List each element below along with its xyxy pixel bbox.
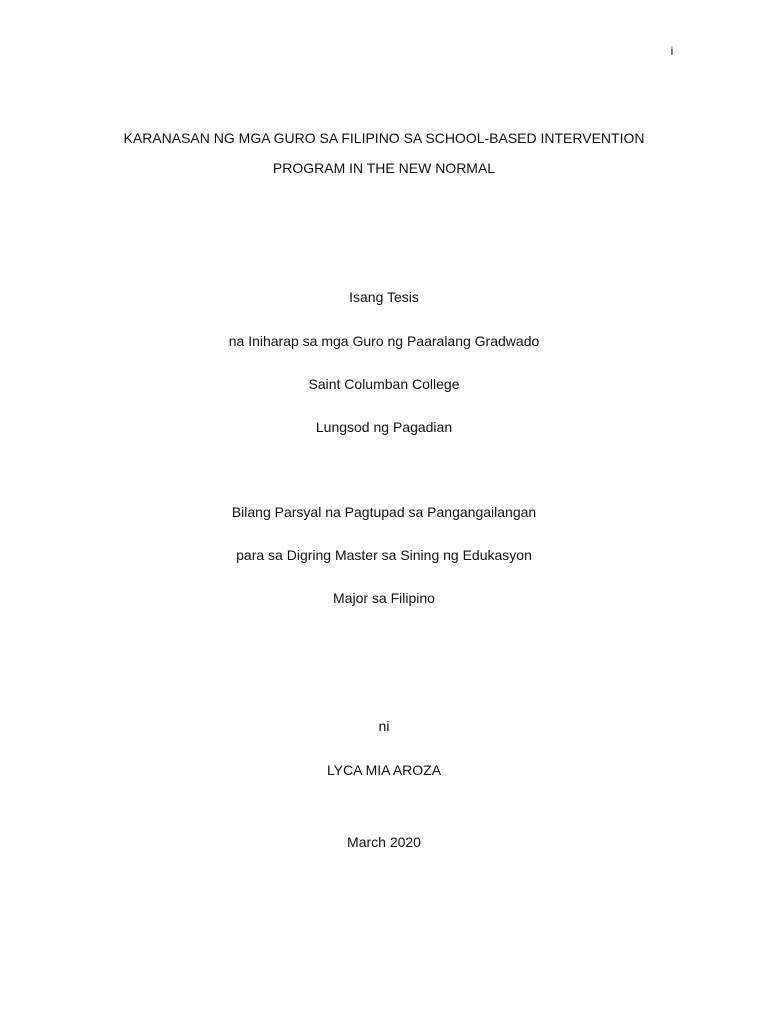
institution-name: Saint Columban College bbox=[308, 376, 460, 392]
document-date: March 2020 bbox=[347, 834, 421, 850]
presented-to-line: na Iniharap sa mga Guro ng Paaralang Gradwado bbox=[228, 333, 540, 349]
thesis-label: Isang Tesis bbox=[349, 289, 419, 305]
requirement-line-1: Bilang Parsyal na Pagtupad sa Pangangailangan bbox=[231, 504, 537, 520]
title-line-2: PROGRAM IN THE NEW NORMAL bbox=[272, 160, 496, 176]
author-by: ni bbox=[378, 718, 390, 734]
requirement-line-3: Major sa Filipino bbox=[333, 590, 435, 606]
page-number: i bbox=[670, 44, 674, 58]
requirement-line-2: para sa Digring Master sa Sining ng Edukasyon bbox=[236, 547, 532, 563]
city-name: Lungsod ng Pagadian bbox=[315, 419, 453, 435]
title-line-1: KARANASAN NG MGA GURO SA FILIPINO SA SCHOOL-BASED INTERVENTION bbox=[123, 130, 645, 146]
author-name: LYCA MIA AROZA bbox=[326, 762, 442, 778]
